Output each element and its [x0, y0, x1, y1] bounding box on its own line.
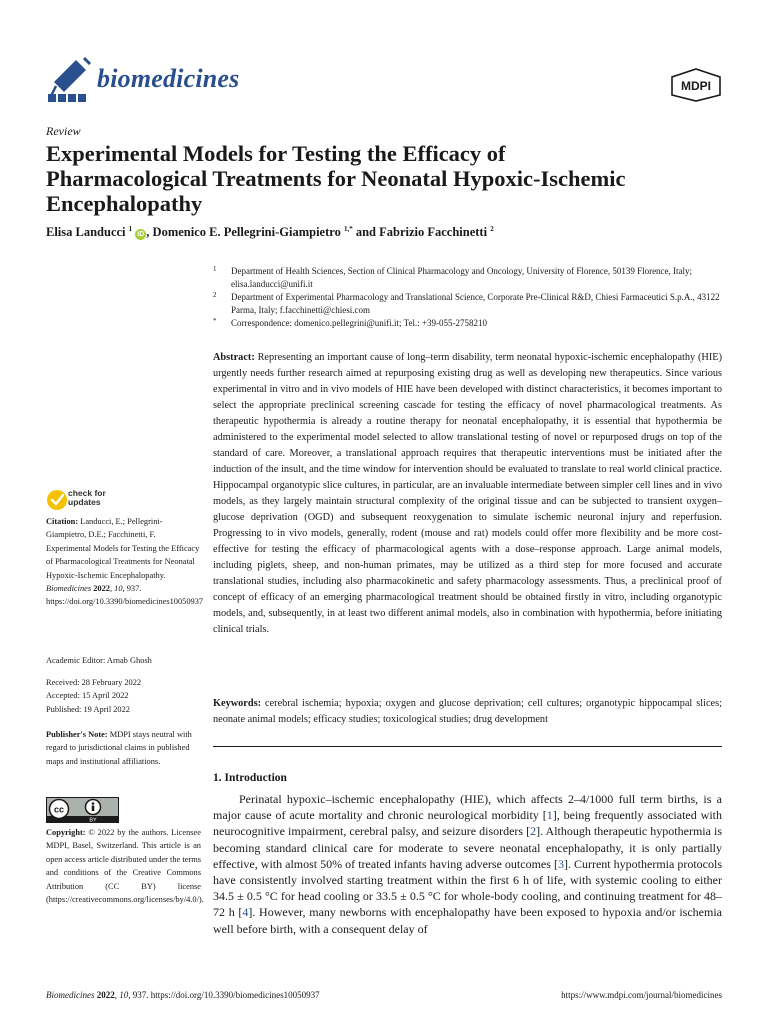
copyright-label: Copyright: — [46, 828, 86, 837]
correspondence — [213, 317, 723, 330]
publisher-name: MDPI — [681, 79, 711, 93]
footer-citation — [46, 990, 320, 1000]
author-name: , Domenico E. Pellegrini-Giampietro — [146, 225, 341, 239]
citation-link[interactable]: 3 — [557, 856, 564, 871]
intro-text: ]. Although therapeutic hypothermia is becoming standard clinical care for moderate to severe neonatal encephalopathy, it is only partially effective, with almost 50% of treated infants having adverse outcomes [ — [213, 824, 722, 871]
section-divider — [213, 746, 722, 747]
journal-logo-icon — [46, 56, 92, 104]
intro-text: Perinatal hypoxic–ischemic encephalopathy (HIE), which affects 2–4/1000 full term births, is a major cause of acute mortality and chronic neurological morbidity [ — [213, 792, 722, 823]
footer-volume: , 10 — [114, 990, 129, 1000]
footer-year: 2022 — [94, 990, 115, 1000]
affiliation — [213, 291, 723, 317]
author-affil-mark: 1,* — [343, 224, 353, 233]
citation-journal: Biomedicines — [46, 584, 92, 594]
copyright-block — [46, 826, 204, 906]
citation-label: Citation: — [46, 517, 79, 526]
academic-editor: Academic Editor: Arnab Ghosh — [46, 656, 152, 665]
intro-text: ]. Current hypothermia protocols have consistently involved starting treatment within the first 6 h of life, with systemic cooling to either 34.5 ± 0.5 °C for head cooling or 33.5 ± 0.5 °C for whole-body cooling, and continuing treatment for 48–72 h [ — [213, 856, 722, 920]
orcid-icon[interactable]: iD — [137, 231, 145, 238]
received-date: Received: 28 February 2022 — [46, 678, 142, 687]
affiliations — [213, 265, 723, 330]
citation-block — [46, 515, 204, 609]
intro-paragraph — [213, 791, 722, 937]
keywords-text: cerebral ischemia; hypoxia; oxygen and glucose deprivation; cell cultures; organotypic hippocampal slices; neonate animal models; efficacy studies; toxicological studies; drug development — [213, 698, 722, 725]
section-heading: 1. Introduction — [213, 772, 287, 784]
copyright-text: © 2022 by the authors. Licensee MDPI, Basel, Switzerland. This article is an open access article distributed under the terms and conditions of the Creative Commons Attribution (CC BY) license (https://creativecommons.org/licenses/by/4.0/). — [46, 828, 204, 905]
affil-text: Department of Experimental Pharmacology and Translational Science, Corporate Pre-Clinical R&D, Chiesi Farmaceutici S.p.A., 43122 Parma, Italy; f.facchinetti@chiesi.com — [231, 292, 720, 315]
intro-text: ], being frequently associated with neurocognitive impairment, cerebral palsy, and seizure disorders [ — [213, 808, 722, 839]
citation-link[interactable]: 1 — [546, 808, 553, 823]
dates-block — [46, 676, 201, 716]
citation-year: 2022 — [91, 584, 110, 594]
affil-mark: * — [213, 317, 217, 325]
affil-text: Correspondence: domenico.pellegrini@unifi.it; Tel.: +39-055-2758210 — [231, 318, 488, 328]
note-text: MDPI stays neutral with regard to jurisdictional claims in published maps and institutional affiliations. — [46, 730, 192, 766]
published-date: Published: 19 April 2022 — [46, 704, 130, 714]
abstract — [213, 350, 722, 638]
author-name: Elisa Landucci — [46, 225, 126, 239]
affil-mark: 1 — [213, 265, 217, 273]
footer-journal: Biomedicines — [46, 990, 95, 1000]
accepted-date: Accepted: 15 April 2022 — [46, 691, 129, 701]
cc-by-text: BY — [89, 817, 97, 823]
affiliation — [213, 265, 723, 291]
note-label: Publisher's Note: — [46, 730, 108, 739]
citation-link[interactable]: 4 — [242, 905, 249, 920]
author-list — [46, 225, 494, 240]
journal-name: biomedicines — [97, 64, 240, 93]
svg-text:cc: cc — [53, 804, 65, 815]
cc-by-license-icon[interactable] — [46, 797, 119, 823]
abstract-text: Representing an important cause of long–term disability, term neonatal hypoxic-ischemic encephalopathy (HIE) urgently needs further research aimed at repurposing existing drug as well as developing new therapeutics. Since various experimental in vitro and in vivo models of HIE have been developed with distinct characteristics, it becomes important to select the appropriate preclinical screening cascade for testing the efficacy of novel pharmacological treatments. As therapeutic hypothermia is already a routine therapy for neonatal encephalopathy, it is essential that hypothermia be administered to the experimental model selected to allow translational testing of novel or repurposed drugs on top of the standard of care. Moreover, a translational approach requires that therapeutic interventions must be initiated after the induction of the insult, and the time window for intervention should be evaluated to translate to real world clinical practice. Hippocampal organotypic slice cultures, in particular, are an invaluable intermediate between simpler cell lines and in vivo models, as they largely maintain structural complexity of the original tissue and can be subjected to transient oxygen–glucose deprivation (OGD) and subsequent reoxygenation to simulate ischemic neuronal injury and reperfusion. Progressing to in vivo models, generally, rodent (mouse and rat) models could offer more flexibility and be more cost-effective for testing the efficacy of pharmacological agents with a dose–response approach. Large animal models, including piglets, sheep, and non-human primates, may be utilized as a third step for more focused and accurate translational studies, including also pharmacokinetic and safety pharmacology assessments. Thus, a preclinical proof of concept of efficacy of an emerging pharmacological treatment should be obtained firstly in vitro, including organotypic models, and, subsequently, in at least two different animal models, also in combination with hypothermia, before initiating clinical trials. — [213, 352, 722, 635]
keywords-label: Keywords: — [213, 698, 262, 709]
affil-text: Department of Health Sciences, Section of Clinical Pharmacology and Oncology, University of Florence, 50139 Florence, Italy; elisa.landucci@unifi.it — [231, 266, 693, 289]
article-title: Experimental Models for Testing the Efficacy of Pharmacological Treatments for Neonatal Hypoxic-Ischemic Encephalopathy — [46, 141, 626, 216]
abstract-label: Abstract: — [213, 352, 255, 363]
check-line: updates — [68, 497, 101, 507]
check-updates-label[interactable] — [68, 489, 106, 507]
check-line: check for — [68, 488, 106, 498]
article-type: Review — [46, 124, 81, 138]
citation-text: Landucci, E.; Pellegrini-Giampietro, D.E.; Facchinetti, F. Experimental Models for Testing the Efficacy of Pharmacological Treatments for Neonatal Hypoxic-Ischemic Encephalopathy. — [46, 517, 200, 580]
footer-doi[interactable]: , 937. https://doi.org/10.3390/biomedicines10050937 — [128, 990, 320, 1000]
citation-volume: , 10 — [109, 584, 123, 594]
affil-mark: 2 — [213, 291, 217, 299]
citation-link[interactable]: 2 — [530, 824, 537, 839]
author-name: and Fabrizio Facchinetti — [352, 225, 488, 239]
footer-journal-url[interactable]: https://www.mdpi.com/journal/biomedicines — [561, 990, 722, 1000]
keywords — [213, 696, 722, 728]
intro-text: ]. However, many newborns with encephalopathy have been exposed to hypoxia and/or ischemia well before birth, with a consequent delay of — [213, 905, 722, 936]
mdpi-logo-icon — [670, 68, 722, 102]
author-affil-mark: 2 — [490, 224, 494, 233]
publisher-note — [46, 728, 201, 768]
author-affil-mark: 1 — [128, 224, 133, 233]
citation-doi[interactable]: , 937. https://doi.org/10.3390/biomedicines10050937 — [46, 584, 204, 607]
